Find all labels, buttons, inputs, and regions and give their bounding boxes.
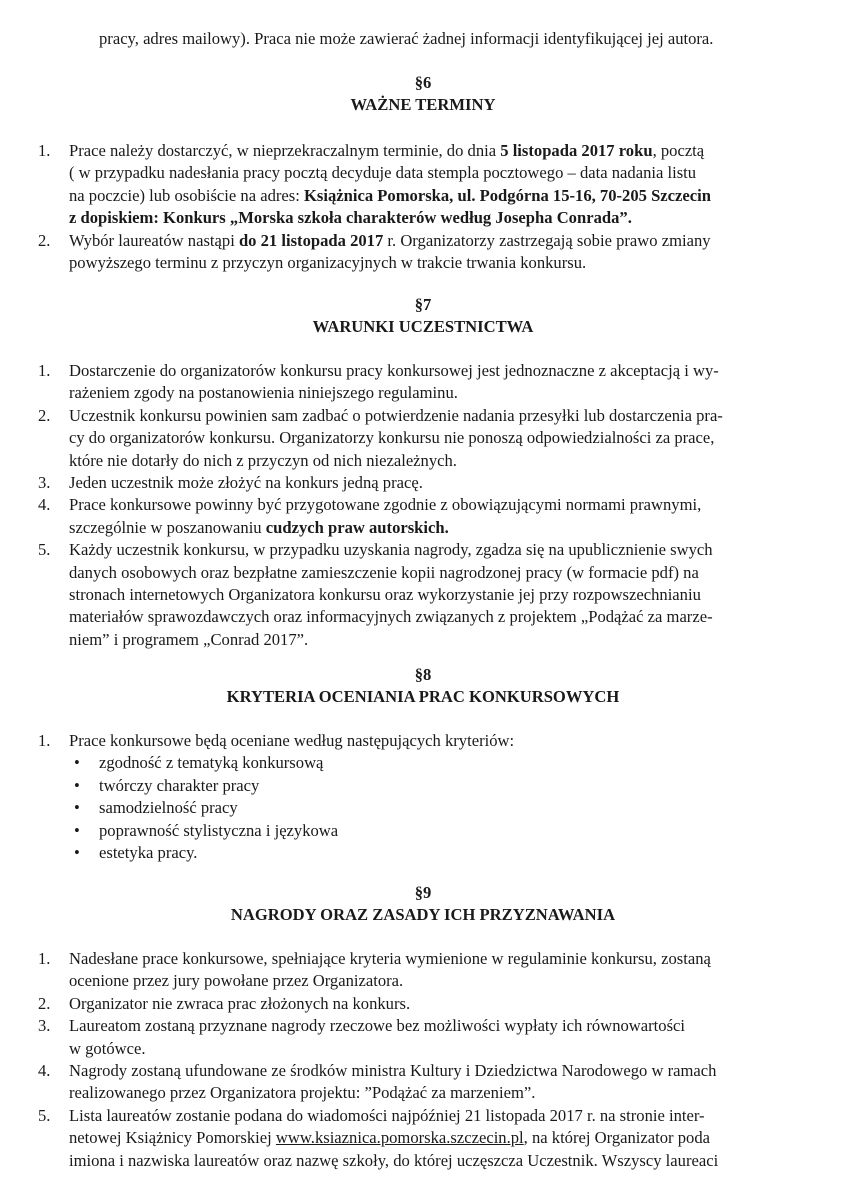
- section-7-item-1: [38, 360, 790, 405]
- criteria-text: poprawność stylistyczna i językowa: [99, 820, 339, 840]
- item-text: Prace należy dostarczyć, w nieprzekraczalnym terminie, do dnia: [69, 141, 501, 160]
- item-text: danych osobowych oraz bezpłatne zamieszczenie kopii nagrodzonej pracy (w formacie pdf) na: [69, 562, 699, 582]
- item-text: stronach internetowych Organizatora konkursu oraz wykorzystanie jej przy rozpowszechnianiu: [69, 585, 701, 605]
- item-text: rażeniem zgody na postanowienia niniejszego regulaminu.: [69, 383, 458, 403]
- item-text: szczególnie w poszanowaniu: [69, 517, 266, 537]
- bullet-icon: •: [74, 753, 80, 773]
- item-text: Jeden uczestnik może złożyć na konkurs jedną pracę.: [69, 473, 423, 493]
- section-7-sign: §7: [414, 295, 432, 314]
- item-number: 5.: [38, 1105, 51, 1125]
- deadline-date: 5 listopada 2017 roku: [500, 141, 653, 160]
- criteria-item: [69, 752, 790, 774]
- item-text: powyższego terminu z przyczyn organizacyjnych w trakcie trwania konkursu.: [69, 253, 587, 273]
- item-text: Organizator nie zwraca prac złożonych na konkurs.: [69, 993, 411, 1013]
- item-text: Każdy uczestnik konkursu, w przypadku uzyskania nagrody, zgadza się na upublicznienie swych: [69, 540, 713, 560]
- section-9-title: NAGRODY ORAZ ZASADY ICH PRZYZNAWANIA: [230, 905, 616, 924]
- section-9-item-3: [38, 1015, 790, 1060]
- criteria-text: zgodność z tematyką konkursową: [99, 753, 324, 773]
- criteria-text: samodzielność pracy: [99, 798, 238, 818]
- item-text: niem” i programem „Conrad 2017”.: [69, 629, 309, 649]
- copyright-emphasis: cudzych praw autorskich.: [265, 517, 449, 537]
- section-6-title: WAŻNE TERMINY: [350, 95, 496, 114]
- item-text: Nagrody zostaną ufundowane ze środków ministra Kultury i Dziedzictwa Narodowego w ramach: [69, 1061, 717, 1081]
- section-9-item-5: [38, 1105, 790, 1172]
- criteria-item: [69, 842, 790, 864]
- section-6-item-2: [38, 230, 790, 275]
- section-6-sign: §6: [414, 73, 432, 92]
- section-9-list: [38, 948, 790, 1172]
- item-number: 1.: [38, 141, 51, 160]
- item-number: 3.: [38, 473, 51, 493]
- section-9-item-2: [38, 993, 790, 1015]
- item-text: w gotówce.: [69, 1038, 146, 1058]
- item-text: netowej Książnicy Pomorskiej: [69, 1128, 276, 1148]
- section-8-item-1: [38, 730, 790, 864]
- item-text: realizowanego przez Organizatora projektu: ”Podążać za marzeniem”.: [69, 1083, 536, 1103]
- item-number: 1.: [38, 361, 51, 380]
- bullet-icon: •: [74, 843, 80, 863]
- item-text: imiona i nazwiska laureatów oraz nazwę szkoły, do której uczęszcza Uczestnik. Wszyscy laureaci: [69, 1150, 719, 1170]
- bullet-icon: •: [74, 798, 80, 818]
- criteria-text: estetyka pracy.: [99, 843, 198, 863]
- item-text: Prace konkursowe powinny być przygotowane zgodnie z obowiązującymi normami prawnymi,: [69, 495, 702, 515]
- library-website-link[interactable]: www.ksiaznica.pomorska.szczecin.pl: [275, 1128, 524, 1148]
- section-9-item-4: [38, 1060, 790, 1105]
- item-number: 2.: [38, 230, 51, 250]
- criteria-item: [69, 775, 790, 797]
- item-number: 1.: [38, 949, 51, 968]
- section-7-item-3: [38, 472, 790, 494]
- section-6-list: [38, 140, 790, 274]
- item-number: 1.: [38, 731, 51, 750]
- item-text: na poczcie) lub osobiście na adres:: [69, 185, 304, 205]
- delivery-address: Książnica Pomorska, ul. Podgórna 15-16, 70-205 Szczecin: [304, 185, 711, 205]
- item-number: 3.: [38, 1016, 51, 1036]
- item-text: cy do organizatorów konkursu. Organizatorzy konkursu nie ponoszą odpowiedzialności za prace,: [69, 428, 715, 448]
- section-7-item-4: [38, 494, 790, 539]
- item-text: , pocztą: [652, 141, 705, 160]
- item-text: r. Organizatorzy zastrzegają sobie prawo zmiany: [383, 230, 711, 250]
- section-7-title: WARUNKI UCZESTNICTWA: [312, 317, 534, 336]
- section-9-sign: §9: [414, 883, 432, 902]
- section-8-list: [38, 730, 790, 864]
- delivery-note: z dopiskiem: Konkurs „Morska szkoła charakterów według Josepha Conrada”.: [69, 208, 632, 228]
- bullet-icon: •: [74, 820, 80, 840]
- section-8-title: KRYTERIA OCENIANIA PRAC KONKURSOWYCH: [226, 687, 620, 706]
- item-number: 2.: [38, 993, 51, 1013]
- section-8-sign: §8: [414, 665, 432, 684]
- section-7-item-5: [38, 539, 790, 651]
- criteria-item: [69, 820, 790, 842]
- section-7-item-2: [38, 405, 790, 472]
- item-text: Laureatom zostaną przyznane nagrody rzeczowe bez możliwości wypłaty ich równowartości: [69, 1016, 686, 1036]
- item-text: ocenione przez jury powołane przez Organizatora.: [69, 971, 404, 991]
- criteria-list: [69, 752, 790, 864]
- item-text: Uczestnik konkursu powinien sam zadbać o potwierdzenie nadania przesyłki lub dostarczenia pra-: [69, 405, 723, 425]
- item-text: ( w przypadku nadesłania pracy pocztą decyduje data stempla pocztowego – data nadania listu: [69, 163, 697, 183]
- item-text: Wybór laureatów nastąpi: [69, 230, 239, 250]
- continued-text: pracy, adres mailowy). Praca nie może zawierać żadnej informacji identyfikującej jej autora.: [99, 29, 714, 48]
- section-7-list: [38, 360, 790, 651]
- item-number: 2.: [38, 405, 51, 425]
- criteria-text: twórczy charakter pracy: [99, 775, 260, 795]
- criteria-item: [69, 797, 790, 819]
- item-text: , na której Organizator poda: [523, 1128, 710, 1148]
- item-text: które nie dotarły do nich z przyczyn od nich niezależnych.: [69, 450, 457, 470]
- item-text: Lista laureatów zostanie podana do wiadomości najpóźniej 21 listopada 2017 r. na stronie inter-: [69, 1105, 705, 1125]
- item-number: 4.: [38, 1061, 51, 1081]
- item-text: Prace konkursowe będą oceniane według następujących kryteriów:: [69, 731, 515, 750]
- bullet-icon: •: [74, 775, 80, 795]
- section-6-item-1: [38, 140, 790, 230]
- section-9-item-1: [38, 948, 790, 993]
- item-text: materiałów sprawozdawczych oraz informacyjnych związanych z projektem „Podążać za marze-: [69, 607, 713, 627]
- results-date: do 21 listopada 2017: [238, 230, 384, 250]
- item-text: Nadesłane prace konkursowe, spełniające kryteria wymienione w regulaminie konkursu, zostaną: [69, 949, 711, 968]
- item-text: Dostarczenie do organizatorów konkursu pracy konkursowej jest jednoznaczne z akceptacją i wy-: [69, 361, 719, 380]
- item-number: 4.: [38, 495, 51, 515]
- item-number: 5.: [38, 540, 51, 560]
